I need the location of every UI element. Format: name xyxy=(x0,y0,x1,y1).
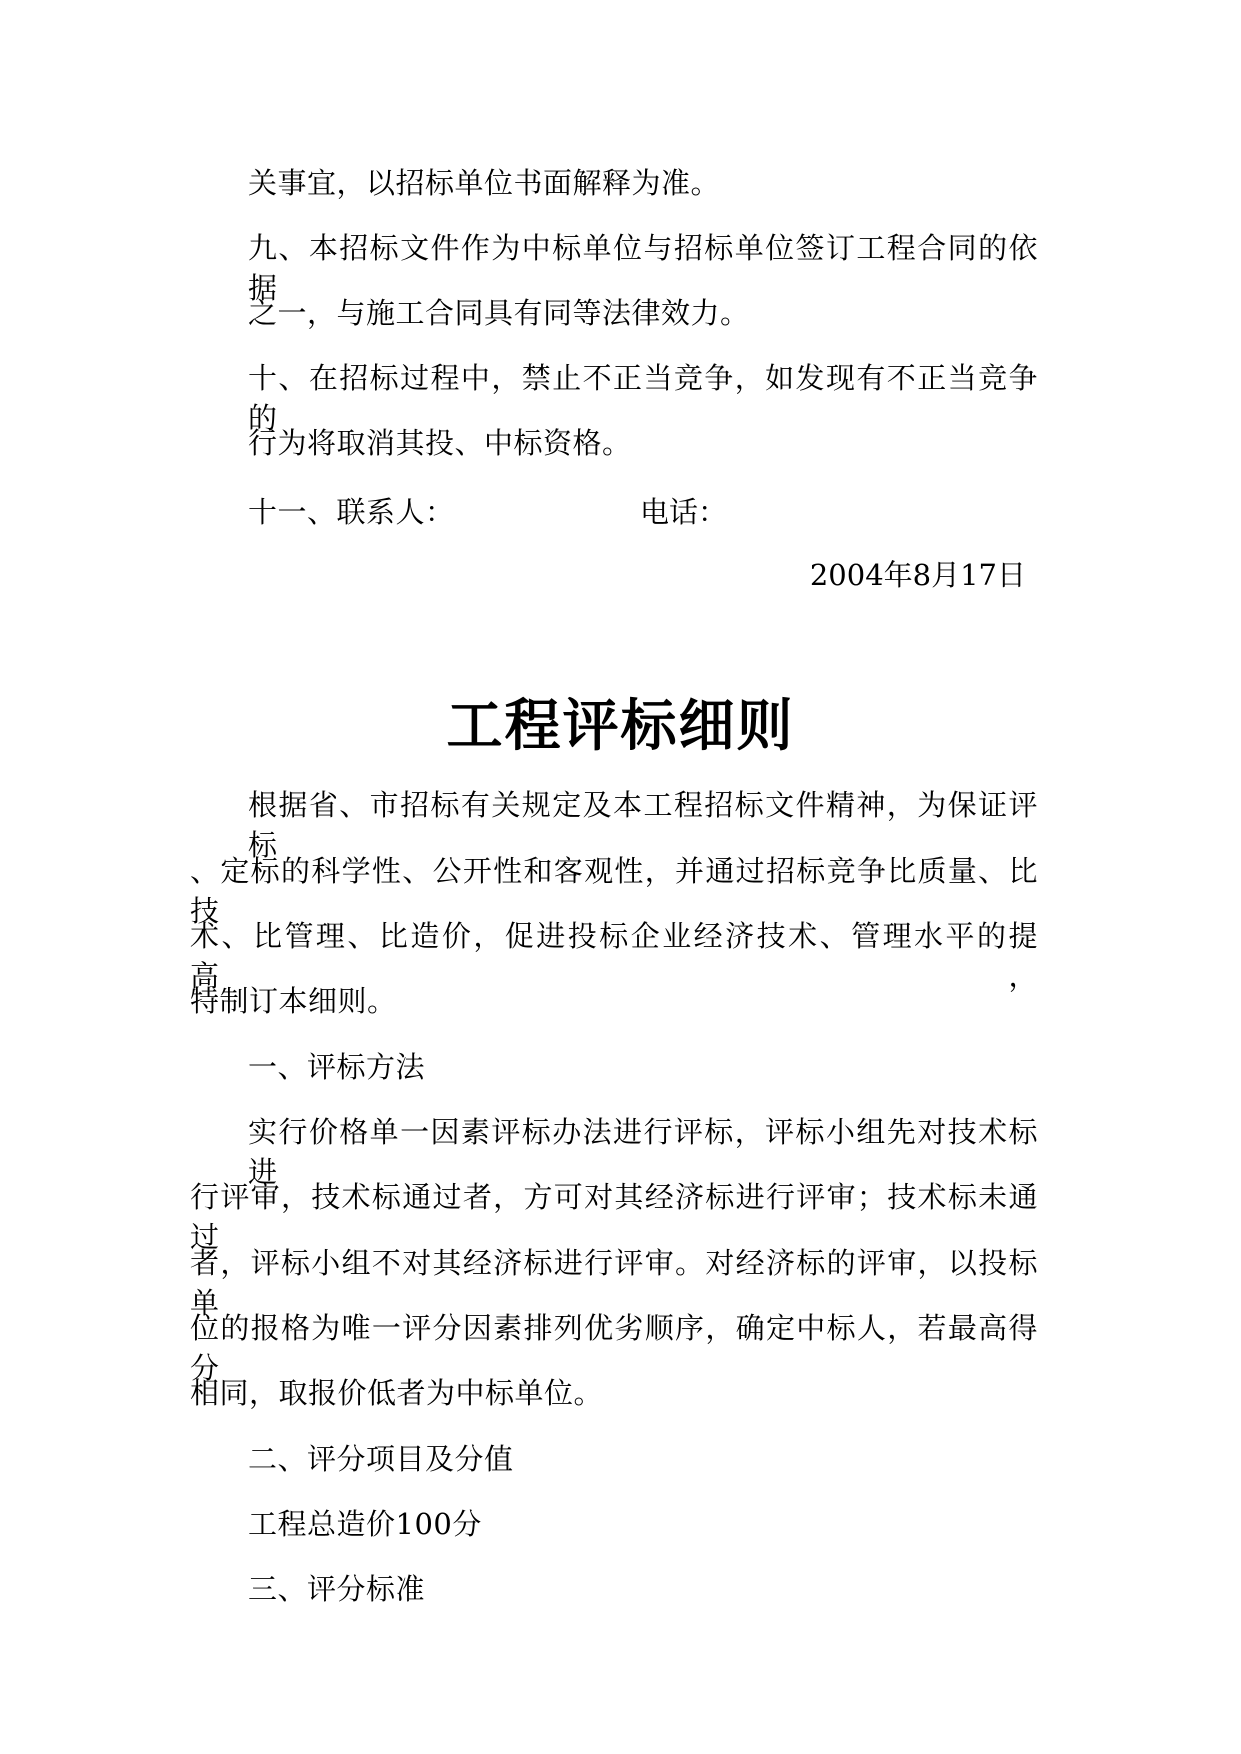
paragraph-line: 位的报格为唯一评分因素排列优劣顺序，确定中标人，若最高得分 xyxy=(190,1311,1038,1385)
contact-label: 十一、联系人： xyxy=(248,495,455,529)
paragraph-line: 根据省、市招标有关规定及本工程招标文件精神，为保证评标 xyxy=(248,788,1038,862)
document-date: 2004年8月17日 xyxy=(809,558,1026,592)
paragraph-line: 者，评标小组不对其经济标进行评审。对经济标的评审，以投标单 xyxy=(190,1246,1038,1320)
paragraph-line: 行为将取消其投、中标资格。 xyxy=(248,426,632,460)
phone-label: 电话： xyxy=(640,495,728,529)
paragraph-line: 之一，与施工合同具有同等法律效力。 xyxy=(248,296,750,330)
section-item: 工程总造价100分 xyxy=(248,1507,482,1541)
paragraph-line: 特制订本细则。 xyxy=(190,984,397,1018)
paragraph-line: 九、本招标文件作为中标单位与招标单位签订工程合同的依据 xyxy=(248,231,1038,305)
paragraph-line: 关事宜，以招标单位书面解释为准。 xyxy=(248,166,721,200)
section-heading: 二、评分项目及分值 xyxy=(248,1442,514,1476)
paragraph-line: 术、比管理、比造价，促进投标企业经济技术、管理水平的提高， xyxy=(190,919,1038,993)
section-heading: 三、评分标准 xyxy=(248,1572,426,1606)
paragraph-line: 相同，取报价低者为中标单位。 xyxy=(190,1376,604,1410)
paragraph-line: 实行价格单一因素评标办法进行评标，评标小组先对技术标进 xyxy=(248,1115,1038,1189)
paragraph-line: 、定标的科学性、公开性和客观性，并通过招标竞争比质量、比技 xyxy=(190,854,1038,928)
paragraph-line: 十、在招标过程中，禁止不正当竞争，如发现有不正当竞争的 xyxy=(248,361,1038,435)
section-heading: 一、评标方法 xyxy=(248,1050,426,1084)
paragraph-line: 行评审，技术标通过者，方可对其经济标进行评审；技术标未通过 xyxy=(190,1180,1038,1254)
page-title: 工程评标细则 xyxy=(446,693,795,759)
